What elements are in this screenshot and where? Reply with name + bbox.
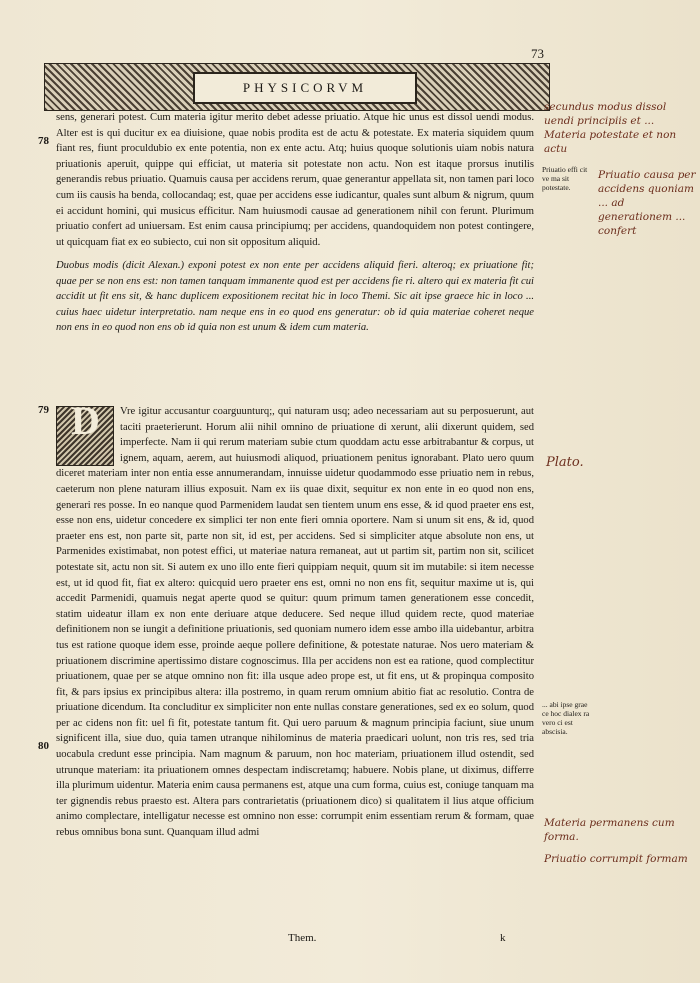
paragraph-1: sens, generari potest. Cum materia igitur merito debet adesse priuatio. Atque hic unus est dissol uendi modus. Alter est is qui ducitur ex ea diuisione, quae nobis prodita est de actu & potestate. Ex materia siquidem quum fiant res, fiunt proculdubio ex ente potentia, non ex ente actu. Atq; huius quoque solutionis uiam nobis natura priuationis aperuit, quippe qui efficiat, ut materia sit potestate non actu. Non est itaque prorsus inutilis generandis rebus priuatio. Quamuis causa per accidens rerum, quae generantur appellata sit, non tamen pari loco cum iis causis ha benda, collocandaq; est, quae per accidens esse iudicantur, quales sunt album & nigrum, quum ei accidunt homini, qui musicus efficitur. Nam huiusmodi causae ad generationem nihil con ferunt. Plurimum priuatio confert ad uniuersam. Est enim causa principiumq; per accidens, quandoquidem non potest contingere, ut quicquam fiat ex eo subiecto, cui non sit oppositum aliquid. xyxy=(56,112,534,248)
paragraph-2-commentary: Duobus modis (dicit Alexan.) exponi potest ex non ente per accidens aliquid fieri. alteroq; ex priuatione fit; quae per se non ens est: non tamen tanquam immanente quod est per accidens fie ri. altero qui ex materia fit cui accidit ut fit ens sit, & hanc duplicem expositionem recitat hic in loco Themi. Sic ait ipse graece hic in loco ... cuius haec uidetur interpretatio. nam neque ens in eo quod ens generatur: ob id quia materiae coheret neque non ens in eo quod non ens ob id quia non est unum & idem cum materia. xyxy=(56,260,534,334)
printed-side-note-1: Priuatio effi cit ve ma sit potestate. xyxy=(542,165,588,192)
printed-side-note-2: ... abi ipse grae ce hoc dialex ra vero ci est abscisia. xyxy=(542,700,590,736)
decorated-initial: D xyxy=(56,406,114,466)
handwritten-annotation-2: Priuatio causa per accidens quoniam ... ad generationem ... confert xyxy=(598,169,696,237)
running-header: PHYSICORVM xyxy=(193,72,417,104)
catchword: Them. xyxy=(288,932,317,944)
handwritten-annotation-priuatio: Priuatio corrumpit formam xyxy=(544,853,688,865)
folio-number: 73 xyxy=(531,46,544,61)
handwritten-annotation-plato: Plato. xyxy=(546,455,584,470)
handwritten-annotation-1: secundus modus dissol uendi principiis et ... Materia potestate et non actu xyxy=(544,101,677,155)
handwritten-annotation-materia: Materia permanens cum forma. xyxy=(544,817,675,843)
paragraph-3 xyxy=(56,398,534,841)
margin-number-80: 80 xyxy=(38,740,49,752)
margin-number-78: 78 xyxy=(38,135,49,147)
margin-number-79: 79 xyxy=(38,404,49,416)
ornamental-headband xyxy=(44,63,550,111)
paragraph-3-text: Vre igitur accusantur coarguunturq;, qui naturam usq; adeo necessariam aut su perposuerunt, aut taciti praeterierunt. Horum alii nihil omnino de priuatione di xerunt, alii dixerunt quidem, sed imperfecte. Nam ii qui rerum materiam subie ctum quoddam actu esse arbitrabantur & corpus, ut ignem, aquam, aerem, aut huiusmodi aliquod, priuationem penitus ignorabant. Plato uero quum diceret materiam inter non entia esse annumerandam, innuisse uidetur quodammodo esse priuatio nem in rebus, caeterum non plene naturam illius exposuit. Nam ex iis quae dixit, sequitur ex non ente in eo quod non ens, generari res posse. In eo nanque quod Parmenidem laudat sen tientem unum ens esse, & id quod praeter ens est, esse non ens, uidetur concedere ex simplici ter non ente fieri omnia oportere. Nam si unum sit ens, & id, quod praeter ens est, non parte sit, parte non sit, id est, per accidens. Sed si simpliciter atque absolute non ens, ut Parmenides existimabat, non potest effici, ut materiae natura remaneat, aut ut partim sit, partim non sit, scilicet potestate sit, actu non sit. Si autem ex uno illo ente fieri quippiam nequit, quum sit im mutabile: si item necesse est, ut id quod fit, fiat ex altero: quicquid uero praeter ens est, omni no non ens fit, sequitur maxime ut is, qui accedit Parmenidi, quamuis negat aperte quod se quitur: quum primum tamen generationem esse concedit, statim uideatur illam ex non ente deriuare atque deducere. Sed neque illud quidem recte, quod materiae definitionem non se iungit a definitione priuationis, sed quoniam numero idem esse ambo illa uidebantur, arbitra tus est ratione quoque idem esse, proinde aeque pollere definitione, & potestate naturae. Nos uero materiam & priuationem discrimine apertissimo distare cognoscimus. Illa per accidens non est ea ratione, quod complectitur priuationem, quae per se atque omnino non fit: illa usque adeo prope est, ut fit ens, ut & propinqua composito fit, & pars ipsius ex principibus altera: illa postremo, in quam rerum omnium abitio fiat ac resolutio. Contra de priuatione dicendum. Ita concluditur ex simpliciter non ente nullas constare generationes, sed ex eo solum, quod per ac cidens non fit: uel fi fit, potestate tantum fit. Qui uero paruum & magnum principia faciunt, siue unum significent illa, siue duo, quia tamen utranque nihilominus de materia praedicari uolunt, non tris res, sed tria uocabula credunt esse principia. Nam magnum & paruum, non hoc materiam, priuationem illud ostendit, sed utrunque materiam: ita priuationem omnes despectam indiscretamq; habuere. Nobis plane, ut diximus, differre illa plurimum uidentur. Materia enim causa permanens est, atque una cum forma, cuius est, coniuge tanquam ma ter gignendis rebus praesto est. Altera pars contrarietatis (priuationem dico) si qualitatem il lius atque officium animo complectare, intelligatur necesse est omnino non esse: corrumpit enim essentiam rerum & formam, quae rebus omnibus bona sunt. Quanquam illud admi xyxy=(56,406,534,839)
signature-mark: k xyxy=(500,932,506,944)
